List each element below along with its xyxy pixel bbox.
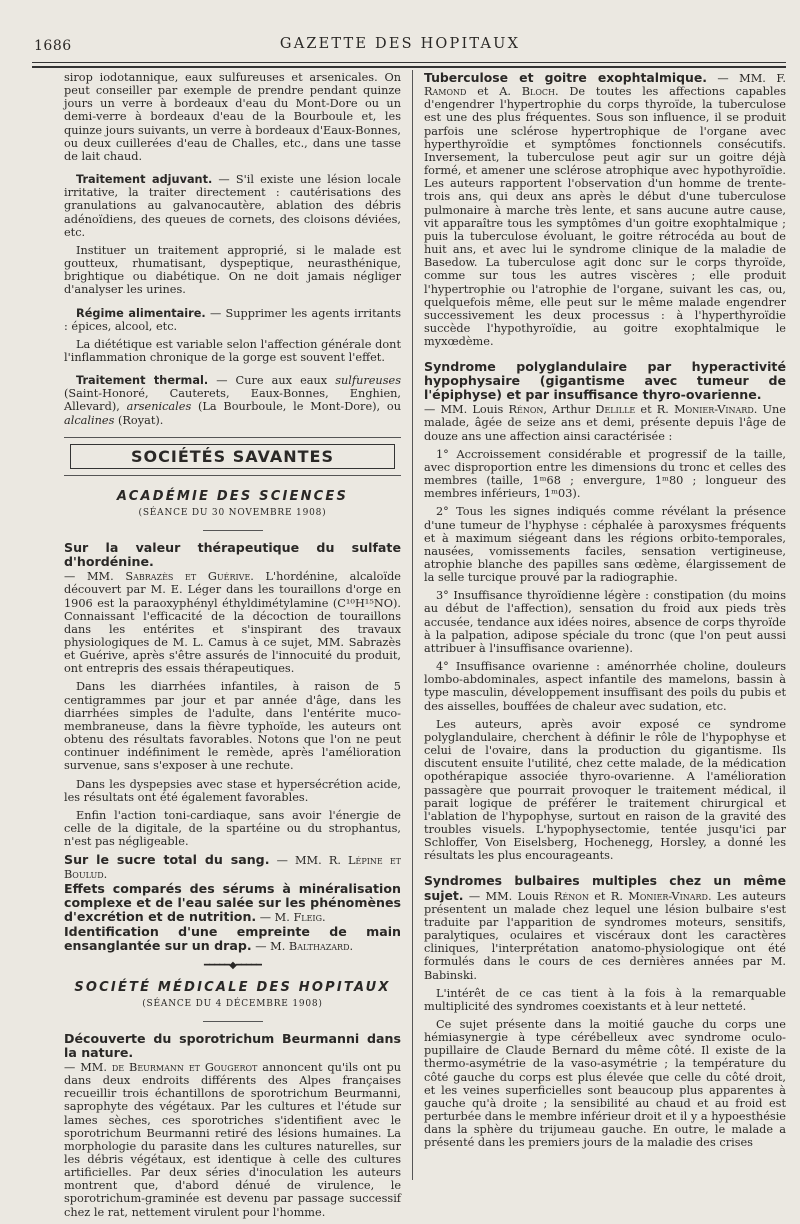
authors: Monier-Vinard. xyxy=(674,403,758,417)
academie-title: ACADÉMIE DES SCIENCES xyxy=(116,488,349,504)
authors: Monier-Vinard. xyxy=(628,889,712,903)
text: — MM. F. xyxy=(706,72,786,85)
text: (La Bourboule, le Mont-Dore), ou xyxy=(191,400,401,414)
authors: Bloch. xyxy=(521,85,559,99)
text: — Supprimer les agents irritants : épices, alcool, etc. xyxy=(64,306,401,333)
paragraph: Instituer un traitement approprié, si le malade est goutteux, rhumatisant, dyspeptique, neurasthénique, brightique ou diabétique. On ne doit jamais négliger d'analyser les urines. xyxy=(64,243,401,297)
text: — MM. xyxy=(64,570,126,584)
authors: Rénon xyxy=(508,403,544,417)
section-heading: Traitement thermal. xyxy=(76,374,209,388)
text: (Royat). xyxy=(114,413,164,427)
paragraph xyxy=(64,173,401,239)
page-number: 1686 xyxy=(34,38,72,54)
article-title: Sur la valeur thérapeutique du sulfate d'hordénine. xyxy=(64,540,401,570)
article-title: Découverte du sporotrichum Beurmanni dans la nature. xyxy=(64,1030,401,1060)
text: — MM. Louis xyxy=(424,403,509,417)
list-item: 4° Insuffisance ovarienne : aménorrhée choline, douleurs lombo-abdominales, aspect infantile des mamelons, bassin à type masculin, développement insuffisant des poils du pubis et des aisselles, bouffées de chaleur avec sudation, etc. xyxy=(424,660,786,713)
section-heading: Traitement adjuvant. xyxy=(76,173,213,187)
section-banner xyxy=(70,444,395,469)
paragraph: Ce sujet présente dans la moitié gauche du corps une hémiasynergie à type cérébelleux avec syndrome oculo-pupillaire de Claude Bernard du même côté. Il existe de la thermo-asymétrie de la vaso-asymétrie ; la température du côté gauche du corps est plus élevée que celle du côté droit, et les veines superficielles sont beaucoup plus apparentes à gauche qu'à droite ; la sensibilité au chaud et au froid est perturbée dans le membre inférieur droit et il y a hypoesthésie dans la sphère du trijumeau gauche. En outre, le malade a présenté dans les premiers jours de la maladie des crises xyxy=(424,1018,786,1150)
text: et A. xyxy=(466,85,522,99)
paragraph: sirop iodotannique, eaux sulfureuses et arsenicales. On peut conseiller par exemple de prendre pendant quinze jours un verre à bordeaux d'eau du Mont-Dore ou un demi-verre à bordeaux d'eau de la Bourboule et, les quinze jours suivants, un verre à bordeaux d'Eaux-Bonnes, ou deux cuillerées d'eau de Challes, etc., dans une tasse de lait chaud. xyxy=(64,71,401,163)
article-title: Syndrome polyglandulaire par hyperactivité hypophysaire (gigantisme avec tumeur de l'épiphyse) et par insuffisance thyro-ovarienne. xyxy=(424,359,786,403)
italic-text: alcalines xyxy=(64,413,115,427)
authors: Sabrazès et Guérive. xyxy=(125,570,254,584)
list-item: 1° Accroissement considérable et progressif de la taille, avec disproportion entre les dimensions du tronc et celles des membres (taille, 1ᵐ68 ; envergure, 1ᵐ80 ; longueur des membres inférieurs, 1ᵐ03). xyxy=(424,447,786,501)
paragraph: Enfin l'action toni-cardiaque, sans avoir l'énergie de celle de la digitale, de la spartéine ou du strophantus, n'est pas négligeable. xyxy=(64,808,401,849)
paragraph: Les auteurs, après avoir exposé ce syndrome polyglandulaire, cherchent à définir le rôle de l'hypophyse et celui de l'ovaire, dans la production du gigantisme. Ils discutent ensuite l'utilité, chez cette malade, de la médication opothérapique associée thyro-ovarienne. A l'amélioration passagère que pourrait provoquer le traitement médical, il parait logique de préférer le traitement chirurgical et l'ablation de l'hypophyse, surtout en raison de la gravité des troubles visuels. L'hypophysectomie, tentée jusqu'ici par Schloffer, Von Eiselsberg, Hochenegg, Horsley, a donné les résultats les plus encourageants. xyxy=(424,717,786,863)
authors: de Beurmann et Gougerot xyxy=(111,1060,258,1074)
text: et R. xyxy=(635,403,675,417)
list-item: 3° Insuffisance thyroïdienne légère : constipation (du moins au début de l'affection), sensation du froid aux pieds très accusée, tendance aux idées noires, absence de corps thyroïde à la palpation, adipose spéciale du tronc (que l'on peut aussi attribuer à l'insuffisance ovarienne). xyxy=(424,589,786,655)
article-title: Tuberculose et goitre exophtalmique. xyxy=(424,70,707,85)
authors: Ramond xyxy=(424,85,467,99)
article-title: Syndromes bulbaires multiples chez un même sujet. xyxy=(424,873,786,903)
paragraph xyxy=(424,874,786,981)
paragraph xyxy=(64,570,401,675)
text: — S'il existe une lésion locale irritative, la traiter directement : cautérisations des granulations au galvanocautère, ablation des débris adénoïdiens, des queues de cornets, des cloisons déviées, etc. xyxy=(64,173,401,239)
divider xyxy=(64,437,401,438)
header-rule-thick xyxy=(32,66,786,68)
text: — M. xyxy=(256,910,294,924)
italic-text: arsenicales xyxy=(126,400,192,414)
text: — MM. xyxy=(269,854,329,868)
paragraph xyxy=(64,1061,401,1219)
text: et R. xyxy=(588,889,629,903)
text: De toutes les affections capables d'engendrer l'hypertrophie du corps thyroïde, la tuberculose est une des plus fréquentes. Sous son influence, il se produit parfois une sclérose hypertrophique de l'organe avec hyperthyroïdie et symptômes fonctionnels consécutifs. Inversement, la tuberculose peut agir sur un goitre déjà formé, et amener une sclérose atrophique avec hypothyroïdie. Les auteurs rapportent l'observation d'un homme de trente-trois ans, qui deux ans après le début d'une tuberculose pulmonaire à marche très lente, et sans aucune autre cause, vit apparaître tous les symptômes d'un goitre exophtalmique ; puis la tuberculose évoluant, le goitre rétrocéda au bout de huit ans, et avec lui le syndrome clinique de la maladie de Basedow. La tuberculose agit donc sur le corps thyroïde, comme sur tous les autres viscères ; elle produit l'hypertrophie ou l'atrophie de l'organe, suivant les cas, ou, quelquefois même, elle peut sur le même malade engendrer successivement les deux processus : à l'hyperthyroïdie succède l'hypothyroïdie, au goitre exophtalmique le myxœdème. xyxy=(424,85,786,349)
short-rule xyxy=(203,530,263,531)
societes-title: SOCIÉTÉS SAVANTES xyxy=(131,446,334,466)
text: (Saint-Honoré, Cauterets, Eaux-Bonnes, Enghien, Allevard), xyxy=(64,387,401,414)
paragraph: Dans les diarrhées infantiles, à raison de 5 centigrammes par jour et par année d'âge, dans les diarrhées simples de l'adulte, dans l'entérite muco-membraneuse, dans la fièvre typhoïde, les auteurs ont obtenu des résultats favorables. Notons que l'on ne peut continuer indéfiniment le remède, après l'amélioration survenue, sans s'exposer à une rechute. xyxy=(64,680,401,773)
paragraph: La diététique est variable selon l'affection générale dont l'inflammation chronique de la gorge est souvent l'effet. xyxy=(64,337,401,364)
running-title: GAZETTE DES HOPITAUX xyxy=(279,36,521,52)
right-column xyxy=(424,71,786,1155)
ornament-divider: ━━━━━◆━━━━━ xyxy=(204,960,261,972)
left-column xyxy=(64,71,401,1224)
authors: Delille xyxy=(595,403,636,417)
article-title: Sur le sucre total du sang. xyxy=(64,852,270,868)
column-divider xyxy=(412,70,413,1180)
socmed-title: SOCIÉTÉ MÉDICALE DES HOPITAUX xyxy=(74,979,391,995)
section-heading: Régime alimentaire. xyxy=(76,306,206,320)
divider xyxy=(64,475,401,476)
short-rule xyxy=(203,1021,263,1022)
text: — MM. xyxy=(64,1060,112,1074)
authors: R. Lépine et Boulud. xyxy=(64,854,402,881)
article-title: Effets comparés des sérums à minéralisation complexe et de l'eau salée sur les phénomènes d'excrétion et de nutrition. xyxy=(64,880,401,924)
article-title: Identification d'une empreinte de main ensanglantée sur un drap. xyxy=(64,924,401,954)
text: , Arthur xyxy=(543,403,596,417)
seance-date: (SÉANCE DU 30 NOVEMBRE 1908) xyxy=(138,508,327,519)
text: annoncent qu'ils ont pu dans deux endroits différents des Alpes françaises recueillir trois échantillons de sporotrichum Beurmanni, saprophyte des végétaux. Par les cultures et l'étude sur lames sèches, ces sporotriches s'identifient avec le sporotrichum Beurmanni retiré des lésions humaines. La morphologie du parasite dans les cultures naturelles, sur les débris végétaux, est identique à celle des cultures artificielles. Par deux séries d'inoculation les auteurs montrent que, d'abord dénué de virulence, le sporotrichum-graminée est devenu par passage successif chez le rat, nettement virulent pour l'homme. xyxy=(64,1060,401,1219)
paragraph xyxy=(64,374,401,427)
text: — MM. Louis xyxy=(463,889,554,903)
authors: Balthazard. xyxy=(288,940,354,954)
paragraph xyxy=(424,403,786,442)
text: L'hordénine, alcaloïde découvert par M. E. Léger dans les touraillons d'orge en 1906 est la paraoxyphényl éthyldimétylamine (C¹⁰H¹⁵NO). Connaissant l'efficacité de la décoction de touraillons dans les entérites et s'inspirant des travaux physiologiques de M. L. Camus à ce sujet, MM. Sabrazès et Guérive, après s'être assurés de l'innocuité du produit, ont entrepris des essais thérapeutiques. xyxy=(64,570,401,676)
authors: Fleig. xyxy=(293,910,326,924)
list-item: 2° Tous les signes indiqués comme révélant la présence d'une tumeur de l'hyphyse : céphalée à paroxysmes fréquents et à maximum siégeant dans les régions orbito-temporales, nausées, vomissements faciles, sensation vertigineuse, atrophie blanche des papilles sans œdème, élargissement de la selle turcique prouvé par la radiographie. xyxy=(424,505,786,585)
header-rule-thin xyxy=(32,62,786,63)
text: — M. xyxy=(251,940,289,954)
text: Une malade, âgée de seize ans et demi, présente depuis l'âge de douze ans une affection ainsi caractérisée : xyxy=(424,403,786,443)
paragraph: L'intérêt de ce cas tient à la fois à la remarquable multiplicité des syndromes coexistants et à leur netteté. xyxy=(424,986,786,1013)
text: — Cure aux eaux xyxy=(208,374,336,388)
paragraph: Dans les dyspepsies avec stase et hypersécrétion acide, les résultats ont été également favorables. xyxy=(64,777,401,804)
italic-text: sulfureuses xyxy=(335,374,401,388)
text: Les auteurs présentent un malade chez lequel une lésion bulbaire s'est traduite par l'apparition de syndromes moteurs, sensitifs, paralytiques, oculaires et viscéraux dont les caractères cliniques, l'interprétation anatomo-physiologique ont été formulés dans le cours de ces dernières années par M. Babinski. xyxy=(424,889,786,982)
paragraph xyxy=(64,307,401,333)
authors: Rénon xyxy=(553,889,589,903)
paragraph xyxy=(424,71,786,348)
seance-date: (SÉANCE DU 4 DÉCEMBRE 1908) xyxy=(142,998,323,1009)
